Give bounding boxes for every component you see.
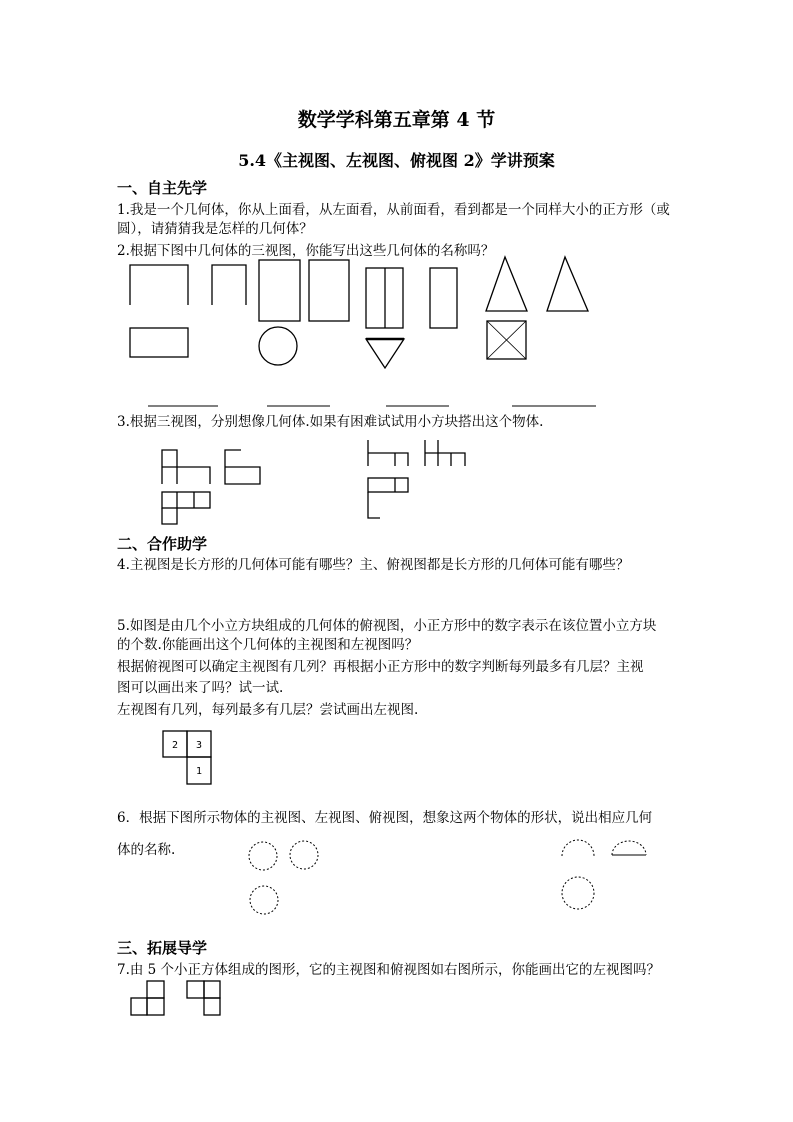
question-text: 1.我是一个几何体，你从上面看，从左面看，从前面看，看到都是一个同样大小的正方形（或 <box>117 202 670 218</box>
question-text: 3.根据三视图，分别想像几何体.如果有困难试试用小方块搭出这个物体. <box>117 414 544 430</box>
question-text: 根据俯视图可以确定主视图有几列？再根据小正方形中的数字判断每列最多有几层？主视 <box>117 659 644 675</box>
question-text: 7.由 5 个小正方体组成的图形，它的主视图和俯视图如右图所示，你能画出它的左视图吗？ <box>117 962 661 978</box>
question-text: 左视图有几列，每列最多有几层？尝试画出左视图. <box>117 702 419 718</box>
question-text: 的个数.你能画出这个几何体的主视图和左视图吗？ <box>117 637 419 653</box>
grid-number: 1 <box>196 766 203 777</box>
q3-views <box>162 440 465 524</box>
section-heading: 三、拓展导学 <box>117 939 208 957</box>
q2-views <box>130 257 588 368</box>
page-title: 数学学科第五章第 4 节 <box>297 109 496 131</box>
question-text: 5.如图是由几个小立方块组成的几何体的俯视图，小正方形中的数字表示在该位置小立方块 <box>117 618 657 634</box>
question-text: 图可以画出来了吗？试一试. <box>117 680 284 696</box>
q7-views <box>131 981 220 1015</box>
section-heading: 一、自主先学 <box>117 179 208 197</box>
page-subtitle: 5.4《主视图、左视图、俯视图 2》学讲预案 <box>238 151 555 170</box>
question-text: 圆），请猜猜我是怎样的几何体？ <box>117 221 313 237</box>
grid-number: 2 <box>172 740 179 751</box>
question-text: 2.根据下图中几何体的三视图，你能写出这些几何体的名称吗？ <box>117 243 495 259</box>
section-heading: 二、合作助学 <box>117 535 208 553</box>
q6-views <box>249 840 646 914</box>
question-text: 6．根据下图所示物体的主视图、左视图、俯视图，想象这两个物体的形状，说出相应几何 <box>117 810 653 826</box>
q5-top-view-grid <box>163 731 211 784</box>
question-text: 4.主视图是长方形的几何体可能有哪些？主、俯视图都是长方形的几何体可能有哪些？ <box>117 557 630 573</box>
grid-number: 3 <box>196 740 203 751</box>
question-text: 体的名称. <box>117 842 176 858</box>
